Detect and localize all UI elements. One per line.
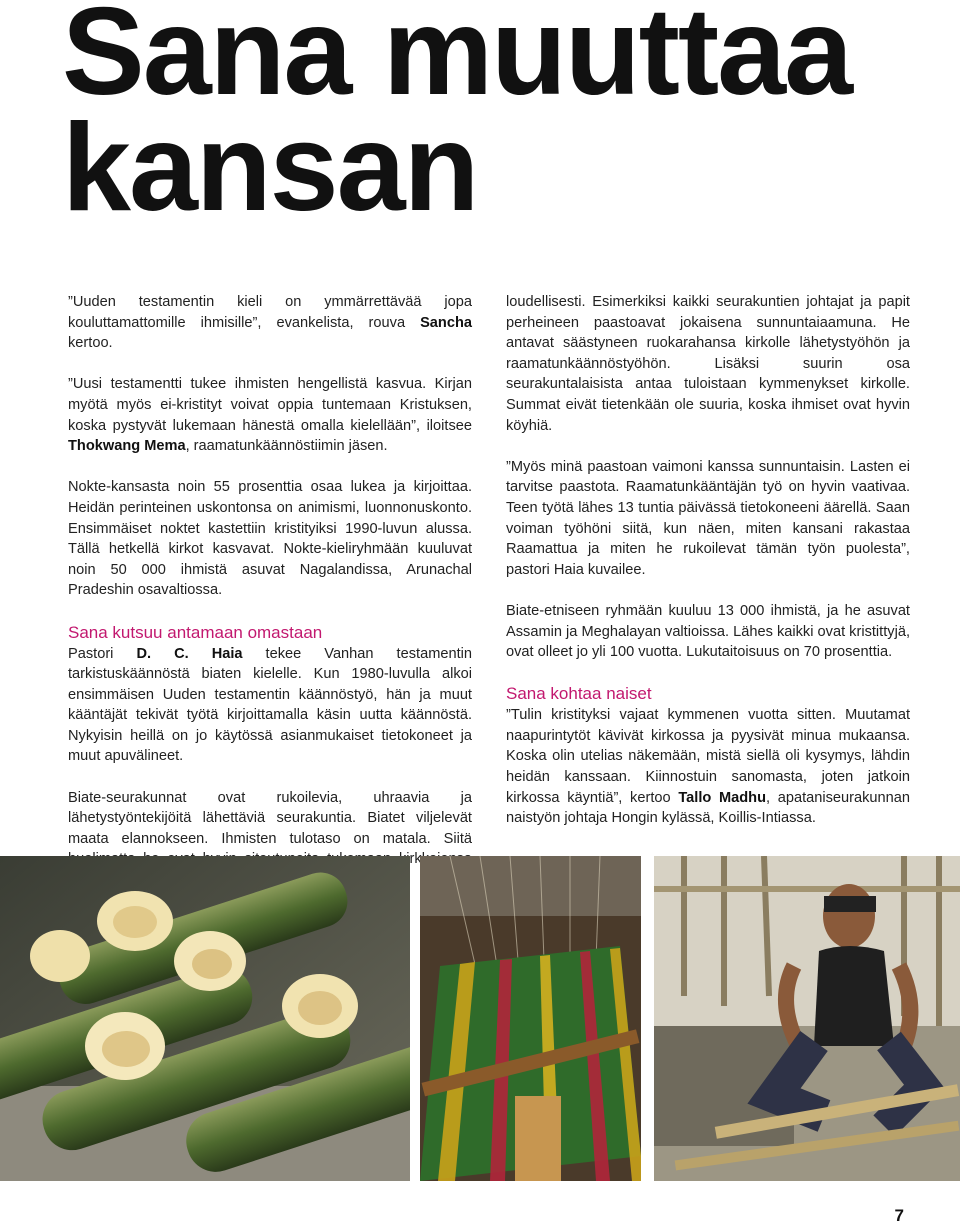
article-title xyxy=(62,0,852,237)
title-line-1: Sana muuttaa xyxy=(62,0,852,121)
bamboo-tubes-illustration xyxy=(0,856,410,1181)
paragraph: ”Myös minä paastoan vaimoni kanssa sunnuntaisin. Lasten ei tarvitse paastota. Raamatunkääntäjän työ on hyvin vaativaa. Teen työtä lähes 13 tuntia päivässä tietokoneeni äärellä. Saan voiman työhöni siitä, kun näen, miten kansani rakastaa Raamattua ja miten he rukoilevat tämän työn puolesta”, pastori Haia kuvailee. xyxy=(506,458,910,578)
paragraph: Biate-seurakunnat ovat rukoilevia, uhraavia ja lähetystyöntekijöitä lähettäviä seurakuntia. Biatet viljelevät maata elannokseen. Ihmisten tulotaso on matala. Siitä xyxy=(68,789,472,847)
photo-bamboo-tubes xyxy=(0,856,410,1181)
photo-loom-weaving xyxy=(420,856,641,1181)
name-sancha: Sancha xyxy=(420,314,472,331)
paragraph: loudellisesti. Esimerkiksi kaikki seurakuntien johtajat ja papit perheineen paastoavat jokaisena sunnuntaiaamuna. He antavat säästyneen ruokarahansa kirkolle lähetystyöhön ja raamatunkäännöstyöhön. Lisäksi suurin osa seurakuntalaisista antaa tuloistaan kymmenykset kirkolle. Summat eivät tietenkään ole suuria, koska ihmiset ovat hyvin köyhiä. xyxy=(506,294,910,434)
name-tallo-madhu: Tallo Madhu xyxy=(678,789,766,806)
name-dc-haia: D. C. Haia xyxy=(136,645,243,662)
paragraph: ”Uuden testamentin kieli on ymmärrettävää jopa kouluttamattomille ihmisille”, evankelista, rouva Sancha kertoo. xyxy=(68,294,472,352)
section-heading: Sana kutsuu antamaan omastaan xyxy=(68,622,323,642)
left-column xyxy=(68,292,472,891)
paragraph: ”Uusi testamentti tukee ihmisten hengellistä kasvua. Kirjan myötä myös ei-kristityt voivat oppia tuntemaan Kristuksen, koska pystyvät lukemaan hänestä omalla kielellään”, iloitsee Thokwang Mema, raamatunkäännöstiimin jäsen. xyxy=(68,376,472,455)
right-column xyxy=(506,292,910,829)
paragraph: Nokte-kansasta noin 55 prosenttia osaa lukea ja kirjoittaa. Heidän perinteinen uskontonsa on animismi, luonnonuskonto. Ensimmäiset noktet kastettiin kristityiksi 1990-luvun alussa. Tällä hetkellä kirkot kasvavat. Nokte-kieliryhmään kuuluvat noin 50 000 ihmistä asuvat Nagalandissa, Arunachal Pradeshin osavaltiossa. xyxy=(68,479,472,599)
page-number: 7 xyxy=(894,1206,904,1225)
paragraph: Pastori D. C. Haia tekee Vanhan testamentin tarkistuskäännöstä biaten kielelle. Kun 1980-luvulla alkoi ensimmäisen Uuden testamentin käännöstyö, hän ja muut kääntäjät tekivät työtä kirjoittamalla käsin uutta käännöstä. Nykyisin heillä on jo käytössä asianmukaiset tietokoneet ja muut apuvälineet. xyxy=(68,645,472,765)
name-thokwang-mema: Thokwang Mema xyxy=(68,438,186,455)
title-line-2: kansan xyxy=(62,99,478,237)
photo-man-working xyxy=(654,856,960,1181)
man-working-illustration xyxy=(654,856,960,1181)
loom-illustration xyxy=(420,856,641,1181)
paragraph: ”Tulin kristityksi vajaat kymmenen vuotta sitten. Muutamat naapurintytöt kävivät kirkossa ja pyysivät minua mukaansa. Koska olin utelias näkemään, mistä siellä oli kysymys, lähdin heidän kanssaan. Kiinnostuin sanomasta, joten jatkoin kirkossa käyntiä”, kertoo Tallo Madhu, apataniseurakunnan naistyön johtaja Hongin kylässä, Koillis-Intiassa. xyxy=(506,707,911,827)
section-heading: Sana kohtaa naiset xyxy=(506,684,652,704)
paragraph: Biate-etniseen ryhmään kuuluu 13 000 ihmistä, ja he asuvat Assamin ja Meghalayan valtioissa. Lähes kaikki ovat kristittyjä, ovat olleet jo yli 100 vuotta. Lukutaitoisuus on 70 prosenttia. xyxy=(506,602,910,661)
